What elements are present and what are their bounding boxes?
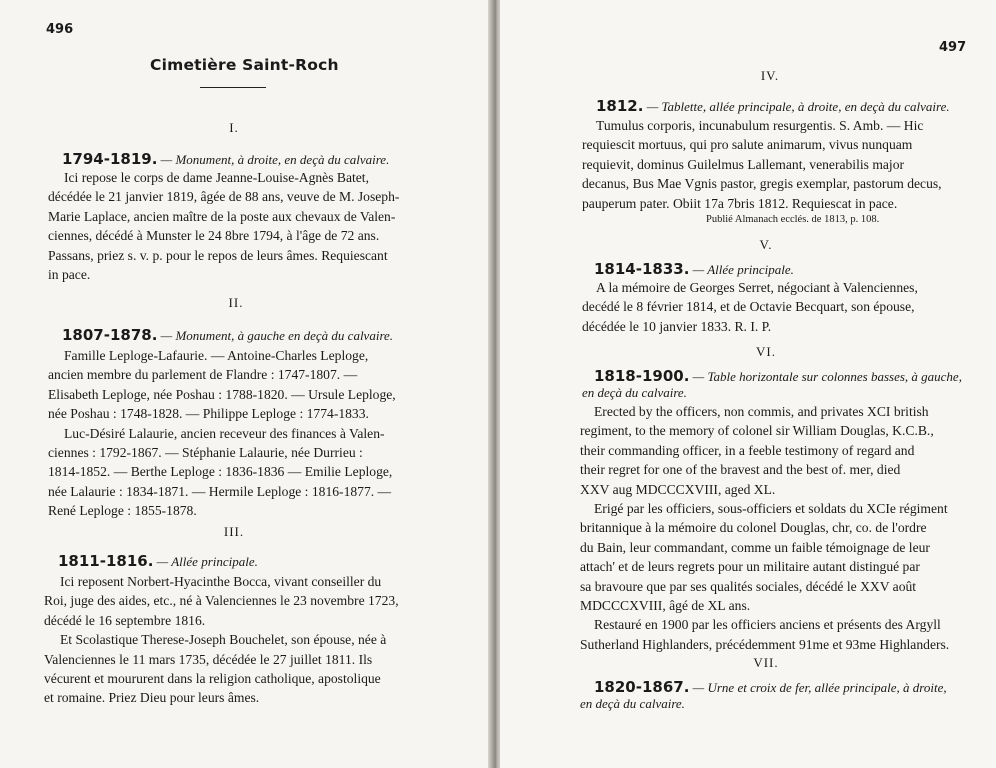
title-divider bbox=[200, 87, 266, 88]
entry-description: — Allée principale. bbox=[689, 262, 794, 277]
entry-years: 1794-1819. bbox=[62, 150, 158, 168]
text-line: Passans, priez s. v. p. pour le repos de leurs âmes. Requiescant bbox=[48, 247, 388, 263]
source-note: Publié Almanach ecclés. de 1813, p. 108. bbox=[706, 214, 880, 225]
entry-heading bbox=[594, 367, 962, 385]
entry-text bbox=[580, 402, 956, 654]
entry-years: 1812. bbox=[596, 97, 644, 115]
text-line: décédée le 10 janvier 1833. R. I. P. bbox=[582, 318, 772, 334]
entry-description: — Monument, à gauche en deçà du calvaire. bbox=[157, 328, 394, 343]
text-line: née Lalaurie : 1834-1871. — Hermile Leploge : 1816-1877. — bbox=[48, 483, 392, 499]
text-line: décédé le 16 septembre 1816. bbox=[44, 612, 206, 628]
entry-number: V. bbox=[759, 237, 773, 252]
entry-years: 1820-1867. bbox=[594, 678, 690, 696]
entry-description: en deçà du calvaire. bbox=[582, 385, 687, 400]
entry-description: — Monument, à droite, en deçà du calvaire. bbox=[157, 152, 390, 167]
page-title: Cimetière Saint-Roch bbox=[150, 56, 339, 74]
entry-number: I. bbox=[229, 120, 239, 135]
right-page bbox=[500, 0, 996, 768]
text-line: Famille Leploge-Lafaurie. — Antoine-Charles Leploge, bbox=[64, 348, 369, 363]
entry-text bbox=[44, 572, 426, 708]
text-line: XXV aug MDCCCXVIII, aged XL. bbox=[580, 481, 776, 497]
text-line: requiescit mortuus, qui pro salute animarum, vivus nunquam bbox=[582, 137, 913, 153]
text-line: decanus, Bus Mae Vgnis pastor, gregis exemplar, pastorum decus, bbox=[582, 176, 942, 192]
text-line: britannique à la mémoire du colonel Douglas, chr, co. de l'ordre bbox=[580, 520, 927, 536]
text-line: pauperum pater. Obiit 17a 7bris 1812. Requiescat in pace. bbox=[582, 195, 898, 211]
entry-heading-cont bbox=[580, 696, 685, 712]
entry-heading bbox=[594, 678, 947, 696]
text-line: in pace. bbox=[48, 267, 91, 283]
text-line: Restauré en 1900 par les officiers anciens et présents des Argyll bbox=[594, 617, 941, 633]
text-line: Elisabeth Leploge, née Poshau : 1788-1820. — Ursule Leploge, bbox=[48, 386, 396, 402]
text-line: Erigé par les officiers, sous-officiers et soldats du XCIe régiment bbox=[594, 501, 948, 517]
text-line: regiment, to the memory of colonel sir William Douglas, K.C.B., bbox=[580, 423, 934, 439]
entry-heading bbox=[594, 260, 794, 278]
entry-heading bbox=[62, 326, 393, 344]
text-line: et romaine. Priez Dieu pour leurs âmes. bbox=[44, 690, 260, 706]
entry-years: 1811-1816. bbox=[58, 552, 154, 570]
text-line: ciennes, décédé à Munster le 24 8bre 1794, à l'âge de 72 ans. bbox=[48, 228, 380, 244]
entry-years: 1807-1878. bbox=[62, 326, 158, 344]
entry-number: VII. bbox=[753, 655, 779, 670]
text-line: vécurent et moururent dans la religion catholique, apostolique bbox=[44, 671, 381, 687]
text-line: Valenciennes le 11 mars 1735, décédée le 27 juillet 1811. Ils bbox=[44, 651, 373, 667]
entry-text bbox=[582, 116, 956, 213]
left-page bbox=[0, 0, 492, 768]
entry-heading bbox=[58, 552, 258, 570]
text-line: Erected by the officers, non commis, and privates XCI british bbox=[594, 404, 929, 419]
text-line: née Poshau : 1748-1828. — Philippe Leploge : 1774-1833. bbox=[48, 406, 369, 422]
text-line: Tumulus corporis, incunabulum resurgentis. S. Amb. — Hic bbox=[596, 118, 924, 133]
entry-number: IV. bbox=[760, 68, 780, 83]
text-line: requievit, dominus Guilelmus Lallemant, venerabilis major bbox=[582, 156, 905, 172]
text-line: attach' et de leurs regrets pour un militaire autant distingué par bbox=[580, 559, 920, 575]
text-line: their commanding officer, in a feeble testimony of regard and bbox=[580, 442, 915, 458]
entry-description: — Table horizontale sur colonnes basses, à gauche, bbox=[689, 369, 962, 384]
text-line: René Leploge : 1855-1878. bbox=[48, 503, 197, 519]
text-line: Ici repose le corps de dame Jeanne-Louise-Agnès Batet, bbox=[64, 170, 369, 185]
entry-number: VI. bbox=[756, 344, 776, 359]
text-line: A la mémoire de Georges Serret, négociant à Valenciennes, bbox=[596, 280, 918, 295]
text-line: Et Scolastique Therese-Joseph Bouchelet, son épouse, née à bbox=[60, 632, 387, 648]
text-line: ciennes : 1792-1867. — Stéphanie Lalaurie, née Durrieu : bbox=[48, 445, 363, 461]
text-line: decédé le 8 février 1814, et de Octavie Becquart, son épouse, bbox=[582, 299, 915, 315]
text-line: Luc-Désiré Lalaurie, ancien receveur des finances à Valen- bbox=[64, 425, 385, 441]
entry-description: en deçà du calvaire. bbox=[580, 696, 685, 711]
entry-number: III. bbox=[223, 524, 245, 539]
entry-number: II. bbox=[228, 295, 244, 310]
entry-years: 1814-1833. bbox=[594, 260, 690, 278]
entry-description: — Allée principale. bbox=[153, 554, 258, 569]
entry-text bbox=[582, 278, 956, 336]
entry-years: 1818-1900. bbox=[594, 367, 690, 385]
entry-text bbox=[48, 346, 426, 521]
text-line: MDCCCXVIII, âgé de XL ans. bbox=[580, 598, 751, 614]
text-line: Marie Laplace, ancien maître de la poste aux chevaux de Valen- bbox=[48, 208, 396, 224]
entry-text bbox=[48, 168, 426, 284]
text-line: 1814-1852. — Berthe Leploge : 1836-1836 — Emilie Leploge, bbox=[48, 464, 393, 480]
text-line: their regret for one of the bravest and the best of. mer, died bbox=[580, 462, 901, 478]
page-number-right: 497 bbox=[939, 40, 967, 55]
text-line: ancien membre du parlement de Flandre : 1747-1807. — bbox=[48, 367, 358, 383]
entry-description: — Urne et croix de fer, allée principale, à droite, bbox=[689, 680, 947, 695]
text-line: décédée le 21 janvier 1819, âgée de 88 ans, veuve de M. Joseph- bbox=[48, 189, 400, 205]
text-line: du Bain, leur commandant, comme un faible témoignage de leur bbox=[580, 539, 930, 555]
text-line: Sutherland Highlanders, précédemment 91me et 93me Highlanders. bbox=[580, 636, 950, 652]
entry-heading-cont bbox=[582, 385, 687, 401]
page-number-left: 496 bbox=[46, 22, 74, 37]
entry-heading bbox=[596, 97, 950, 115]
text-line: sa bravoure que par ses qualités sociales, décédé le XXV août bbox=[580, 578, 917, 594]
entry-heading bbox=[62, 150, 389, 168]
text-line: Roi, juge des aides, etc., né à Valenciennes le 23 novembre 1723, bbox=[44, 593, 399, 609]
text-line: Ici reposent Norbert-Hyacinthe Bocca, vivant conseiller du bbox=[60, 574, 382, 589]
entry-description: — Tablette, allée principale, à droite, en deçà du calvaire. bbox=[643, 99, 950, 114]
